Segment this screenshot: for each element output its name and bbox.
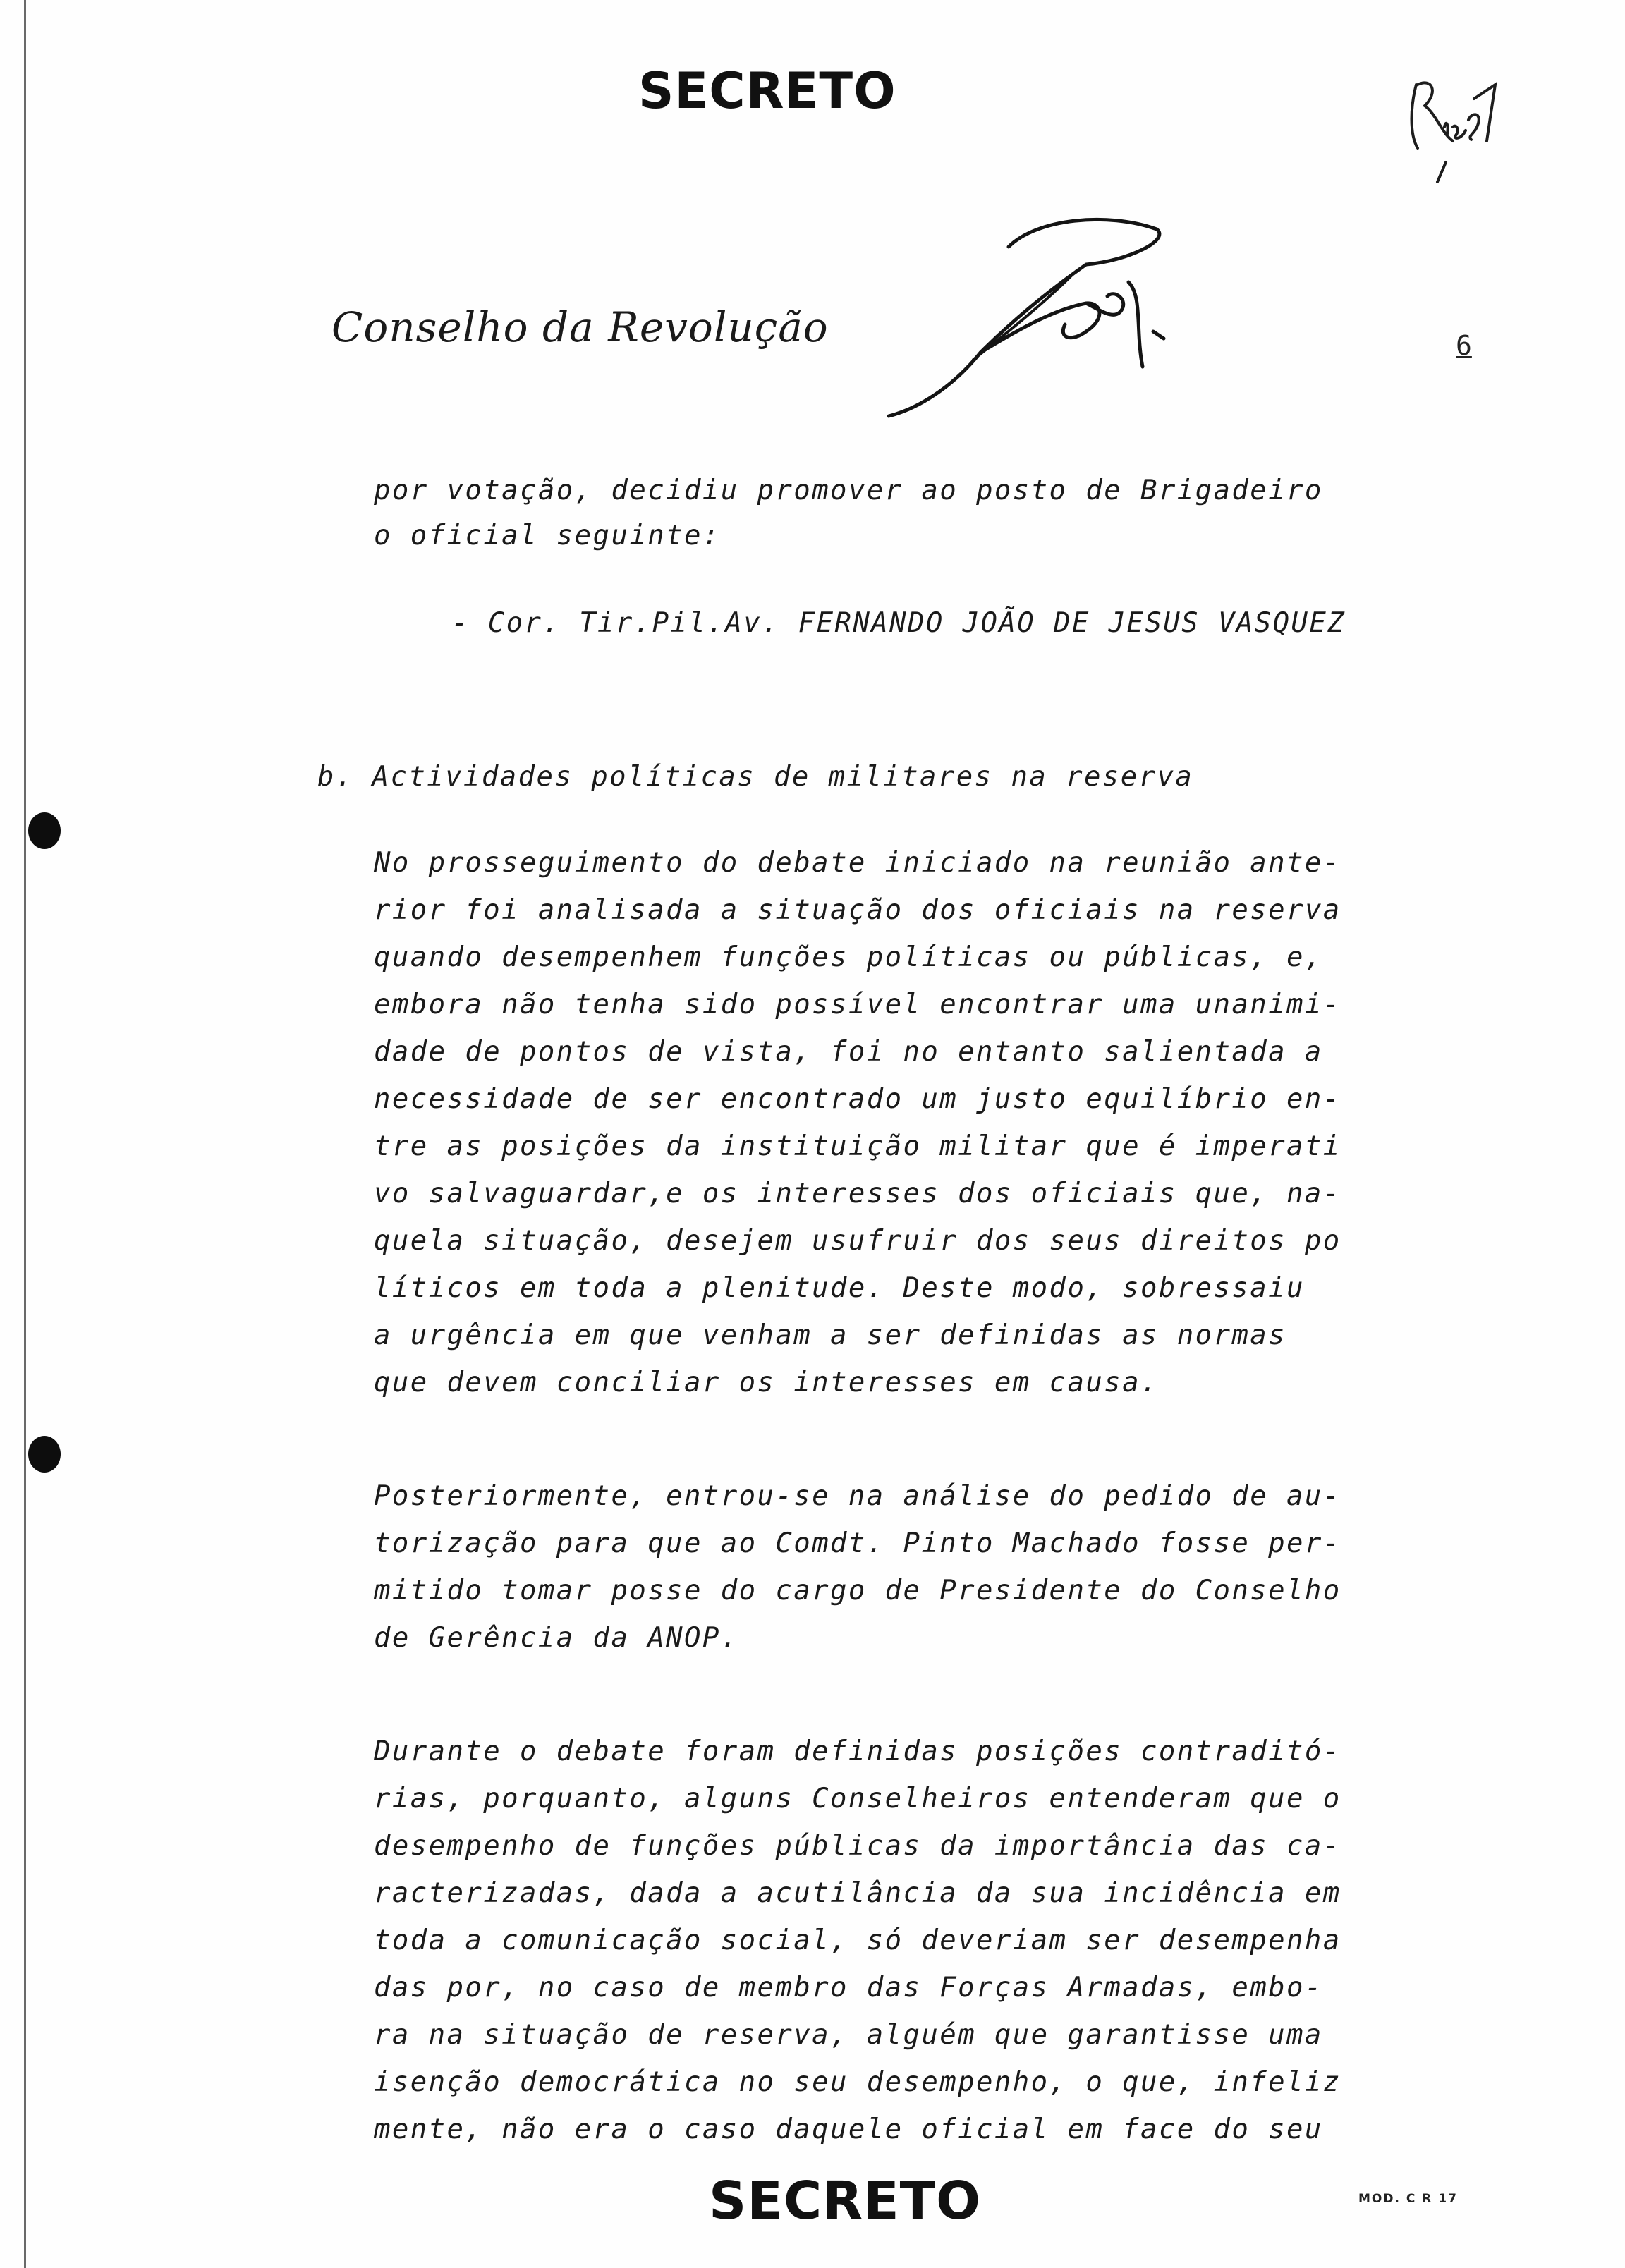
paragraph-1-line: vo salvaguardar,e os interesses dos oficiais que, na- [374, 1178, 1341, 1209]
paragraph-3-line: isenção democrática no seu desempenho, o que, infeliz [374, 2066, 1341, 2098]
paragraph-2-line: Posteriormente, entrou-se na análise do pedido de au- [374, 1480, 1341, 1512]
council-letterhead: Conselho da Revolução [331, 303, 829, 351]
paragraph-1-line: No prosseguimento do debate iniciado na reunião ante- [374, 847, 1341, 879]
paragraph-3-line: das por, no caso de membro das Forças Armadas, embo- [374, 1972, 1323, 2004]
paragraph-2-line: de Gerência da ANOP. [374, 1622, 739, 1654]
handwritten-corner-note [1404, 56, 1502, 183]
paragraph-3-line: ra na situação de reserva, alguém que garantisse uma [374, 2019, 1323, 2051]
paragraph-1-line: que devem conciliar os interesses em causa. [374, 1367, 1159, 1398]
paragraph-1-line: necessidade de ser encontrado um justo equilíbrio en- [374, 1083, 1341, 1115]
paragraph-3-line: mente, não era o caso daquele oficial em face do seu [374, 2114, 1323, 2145]
form-model-code: MOD. C R 17 [1358, 2192, 1458, 2206]
paragraph-3-line: Durante o debate foram definidas posições contraditó- [374, 1736, 1341, 1767]
paragraph-1-line: embora não tenha sido possível encontrar uma unanimi- [374, 989, 1341, 1020]
classification-stamp-top: SECRETO [638, 62, 896, 120]
punch-hole-lower [28, 1436, 61, 1473]
paragraph-3-line: desempenho de funções públicas da importância das ca- [374, 1830, 1341, 1862]
classification-stamp-bottom: SECRETO [709, 2171, 982, 2231]
paragraph-2-line: torização para que ao Comdt. Pinto Machado fosse per- [374, 1528, 1341, 1559]
paragraph-1-line: quando desempenhem funções políticas ou públicas, e, [374, 941, 1323, 973]
handwritten-initials [875, 197, 1171, 423]
page-edge-line [24, 0, 26, 2268]
intro-line: o oficial seguinte: [374, 520, 721, 551]
paragraph-3-line: racterizadas, dada a acutilância da sua incidência em [374, 1877, 1341, 1909]
paragraph-1-line: quela situação, desejem usufruir dos seus direitos po [374, 1225, 1341, 1257]
paragraph-1-line: líticos em toda a plenitude. Deste modo, sobressaiu [374, 1272, 1305, 1304]
intro-line: por votação, decidiu promover ao posto de Brigadeiro [374, 475, 1323, 506]
paragraph-2-line: mitido tomar posse do cargo de Presidente do Conselho [374, 1575, 1341, 1606]
paragraph-3-line: rias, porquanto, alguns Conselheiros entenderam que o [374, 1783, 1341, 1815]
paragraph-1-line: tre as posições da instituição militar que é imperati [374, 1130, 1341, 1162]
promotion-entry: - Cor. Tir.Pil.Av. FERNANDO JOÃO DE JESUS VASQUEZ [451, 607, 1346, 639]
paragraph-3-line: toda a comunicação social, só deveriam ser desempenha [374, 1925, 1341, 1956]
section-b-heading: b. Actividades políticas de militares na reserva [317, 761, 1194, 793]
punch-hole-upper [28, 812, 61, 849]
paragraph-1-line: rior foi analisada a situação dos oficiais na reserva [374, 894, 1341, 926]
page-number: 6 [1456, 330, 1472, 361]
paragraph-1-line: dade de pontos de vista, foi no entanto salientada a [374, 1036, 1323, 1068]
paragraph-1-line: a urgência em que venham a ser definidas as normas [374, 1319, 1286, 1351]
